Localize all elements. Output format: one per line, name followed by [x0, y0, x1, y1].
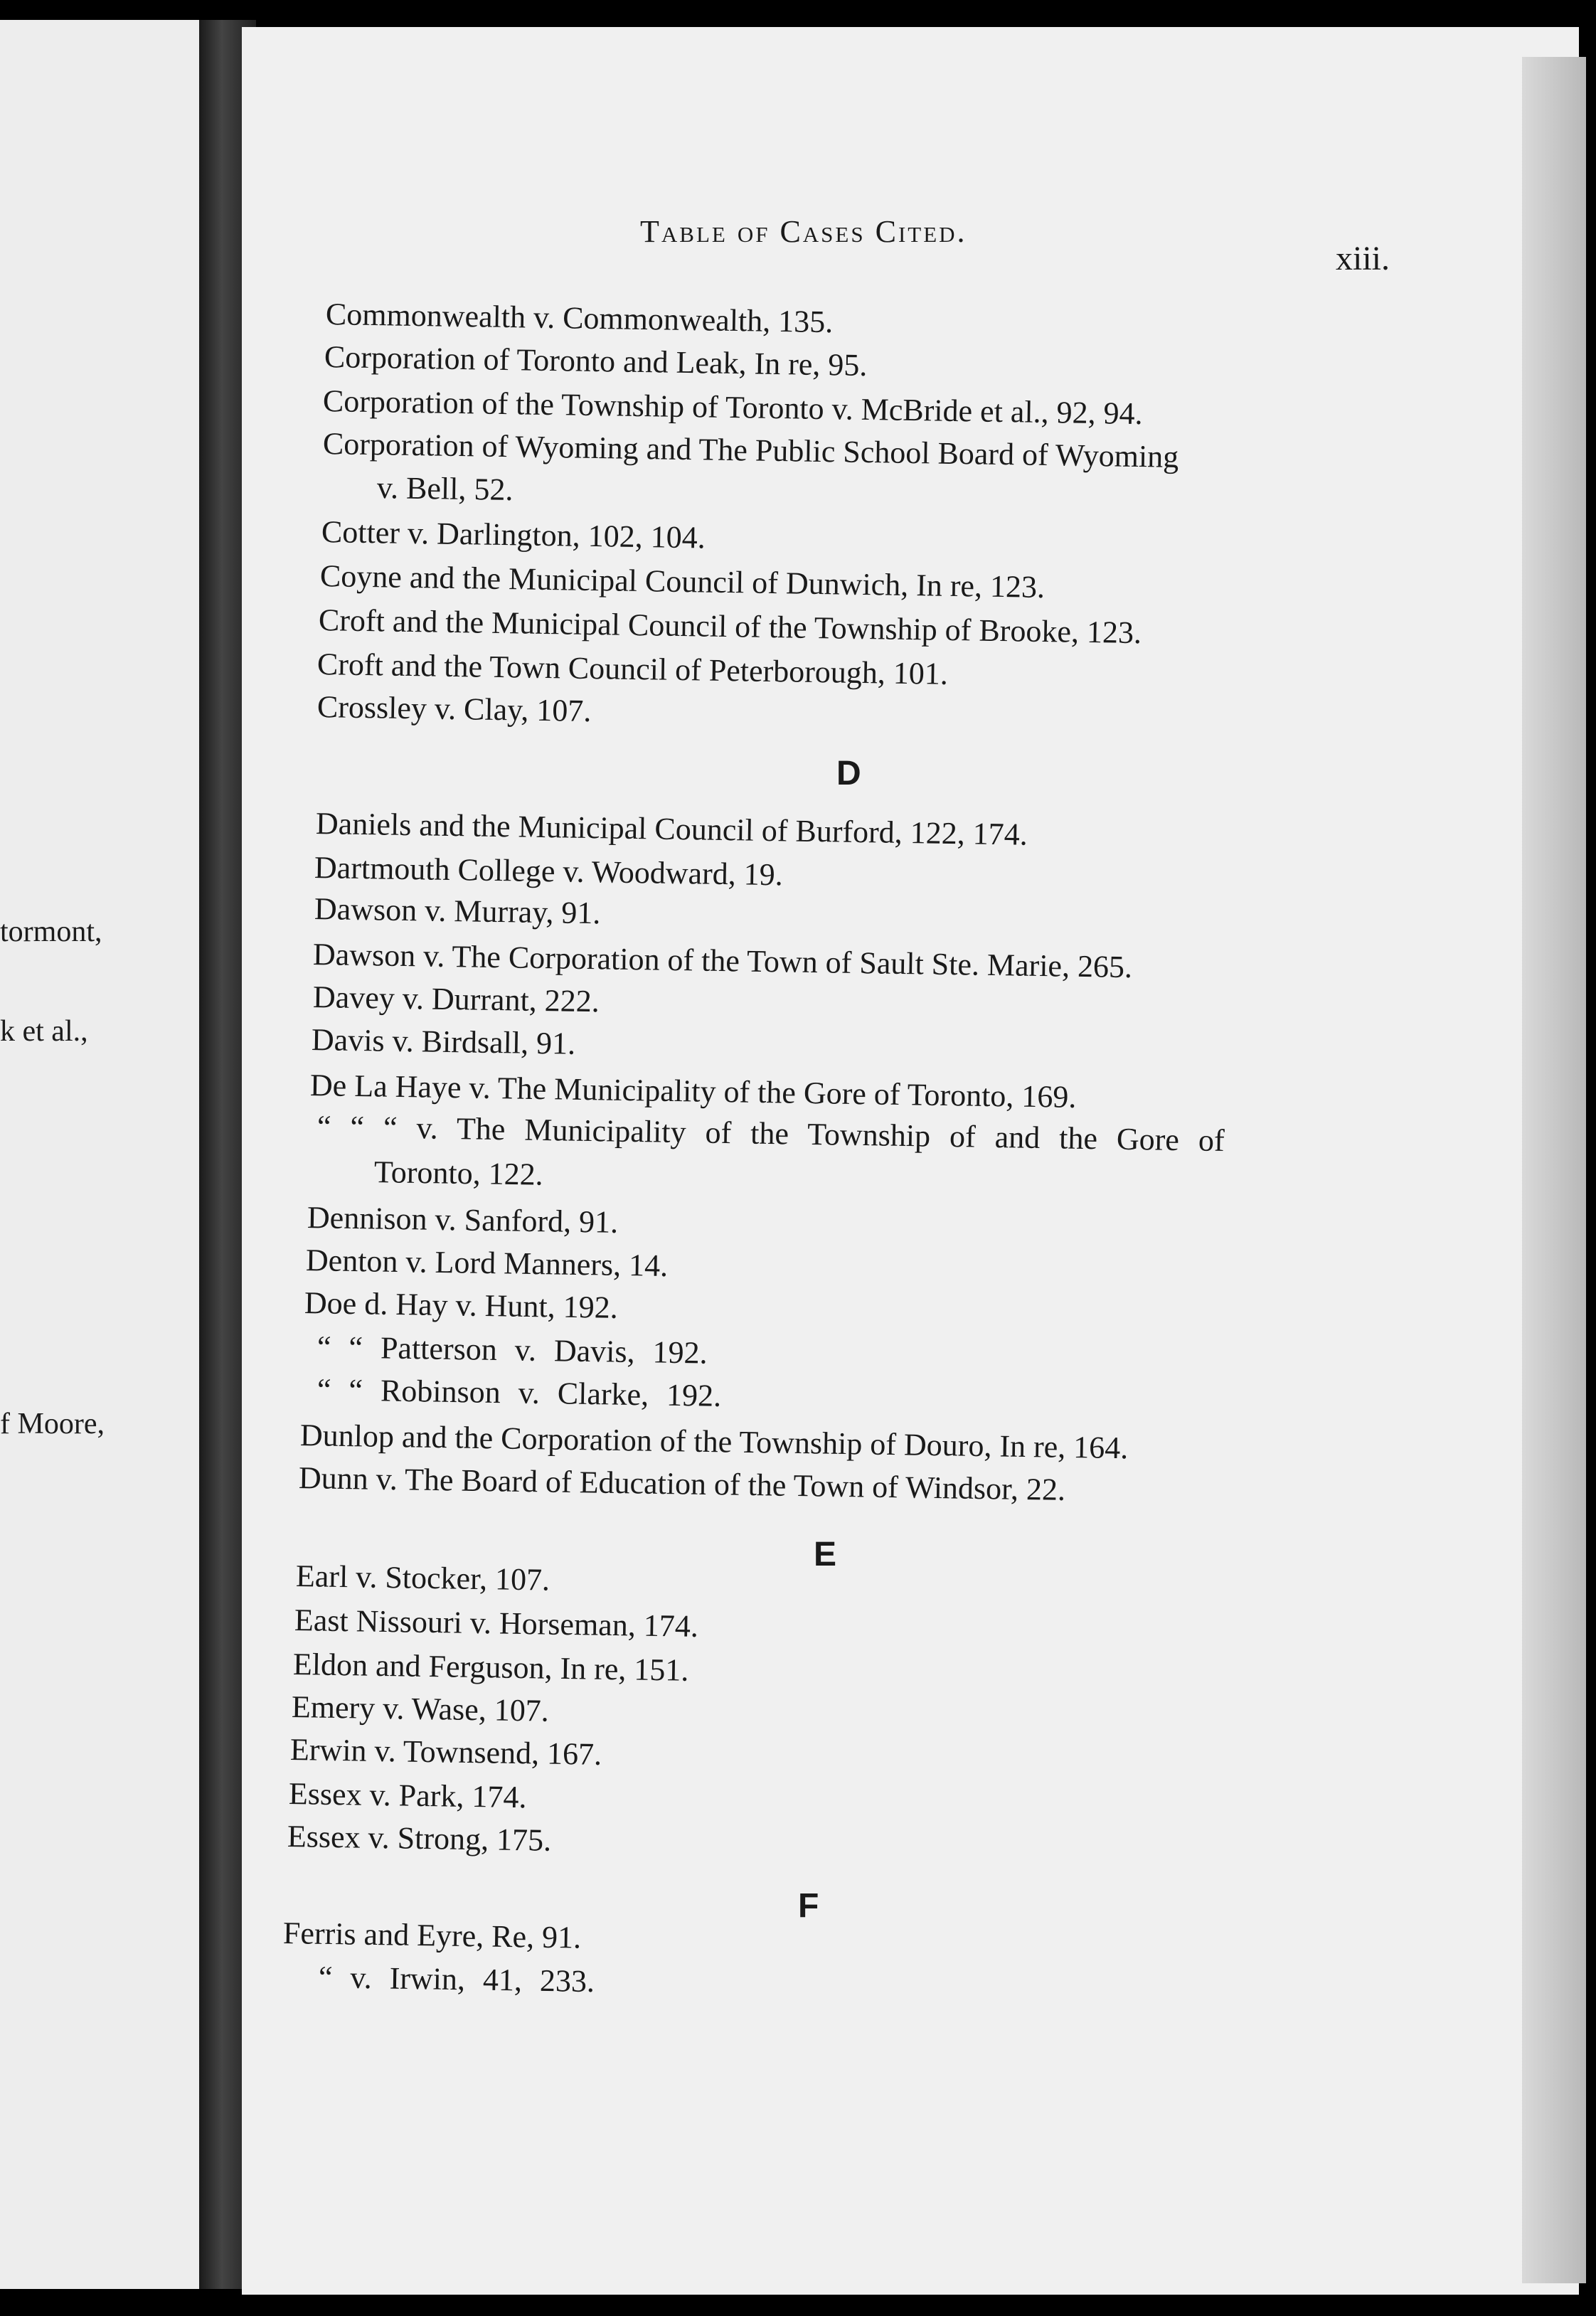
- case-entry: Ferris and Eyre, Re, 91.: [282, 1916, 582, 1955]
- case-entry: Corporation of Wyoming and The Public School Board of Wyoming: [322, 426, 1179, 474]
- case-entry: Dawson v. The Corporation of the Town of Sault Ste. Marie, 265.: [312, 937, 1133, 985]
- case-entry: Dunlop and the Corporation of the Township of Douro, In re, 164.: [299, 1418, 1129, 1466]
- case-entry: Dawson v. Murray, 91.: [314, 891, 601, 931]
- case-entry: Toronto, 122.: [373, 1154, 544, 1192]
- case-entry: Dennison v. Sanford, 91.: [307, 1200, 619, 1240]
- section-letter: D: [836, 755, 861, 792]
- case-entry: Coyne and the Municipal Council of Dunwich, In re, 123.: [319, 558, 1046, 605]
- left-page-fragment: f Moore,: [0, 1408, 105, 1440]
- section-letter: F: [798, 1887, 819, 1925]
- case-entry: Cotter v. Darlington, 102, 104.: [321, 514, 706, 556]
- case-entry: “ “ Robinson v. Clarke, 192.: [316, 1372, 722, 1413]
- page-number: xiii.: [1336, 240, 1390, 277]
- case-entry: Emery v. Wase, 107.: [291, 1689, 550, 1728]
- case-entry: Commonwealth v. Commonwealth, 135.: [325, 297, 834, 340]
- case-entry: “ “ “ v. The Municipality of the Township of and the Gore of: [316, 1109, 1225, 1159]
- case-entry: Essex v. Park, 174.: [288, 1776, 527, 1815]
- case-entry: Essex v. Strong, 175.: [287, 1819, 552, 1858]
- case-entry: Earl v. Stocker, 107.: [295, 1558, 550, 1598]
- case-entry: Eldon and Ferguson, In re, 151.: [292, 1647, 689, 1688]
- case-entry: Corporation of the Township of Toronto v. McBride et al., 92, 94.: [322, 383, 1144, 432]
- case-entry: Crossley v. Clay, 107.: [316, 689, 592, 729]
- case-entry: “ v. Irwin, 41, 233.: [318, 1960, 595, 1999]
- case-entry: Erwin v. Townsend, 167.: [289, 1732, 602, 1772]
- case-entry: De La Haye v. The Municipality of the Gore of Toronto, 169.: [309, 1068, 1077, 1115]
- case-entry: Doe d. Hay v. Hunt, 192.: [304, 1285, 619, 1325]
- case-entry: Croft and the Municipal Council of the Township of Brooke, 123.: [318, 602, 1142, 651]
- case-entry: Daniels and the Municipal Council of Burford, 122, 174.: [315, 806, 1028, 852]
- case-entry: Davey v. Durrant, 222.: [312, 979, 600, 1019]
- case-entry: v. Bell, 52.: [376, 470, 514, 508]
- case-entry: East Nissouri v. Horseman, 174.: [294, 1603, 699, 1644]
- case-entry: Croft and the Town Council of Peterborough, 101.: [316, 647, 949, 691]
- case-entry: Denton v. Lord Manners, 14.: [305, 1243, 669, 1283]
- left-page-fragment: k et al.,: [0, 1015, 88, 1048]
- case-entry: Corporation of Toronto and Leak, In re, 95.: [324, 339, 868, 383]
- left-page-fragment: tormont,: [0, 915, 102, 948]
- case-entry: Dunn v. The Board of Education of the Town of Windsor, 22.: [298, 1460, 1066, 1507]
- case-entry: Davis v. Birdsall, 91.: [311, 1022, 576, 1061]
- running-head: Table of Cases Cited.: [640, 214, 967, 249]
- section-letter: E: [814, 1536, 837, 1573]
- case-entry: “ “ Patterson v. Davis, 192.: [316, 1329, 708, 1371]
- case-entry: Dartmouth College v. Woodward, 19.: [314, 850, 784, 893]
